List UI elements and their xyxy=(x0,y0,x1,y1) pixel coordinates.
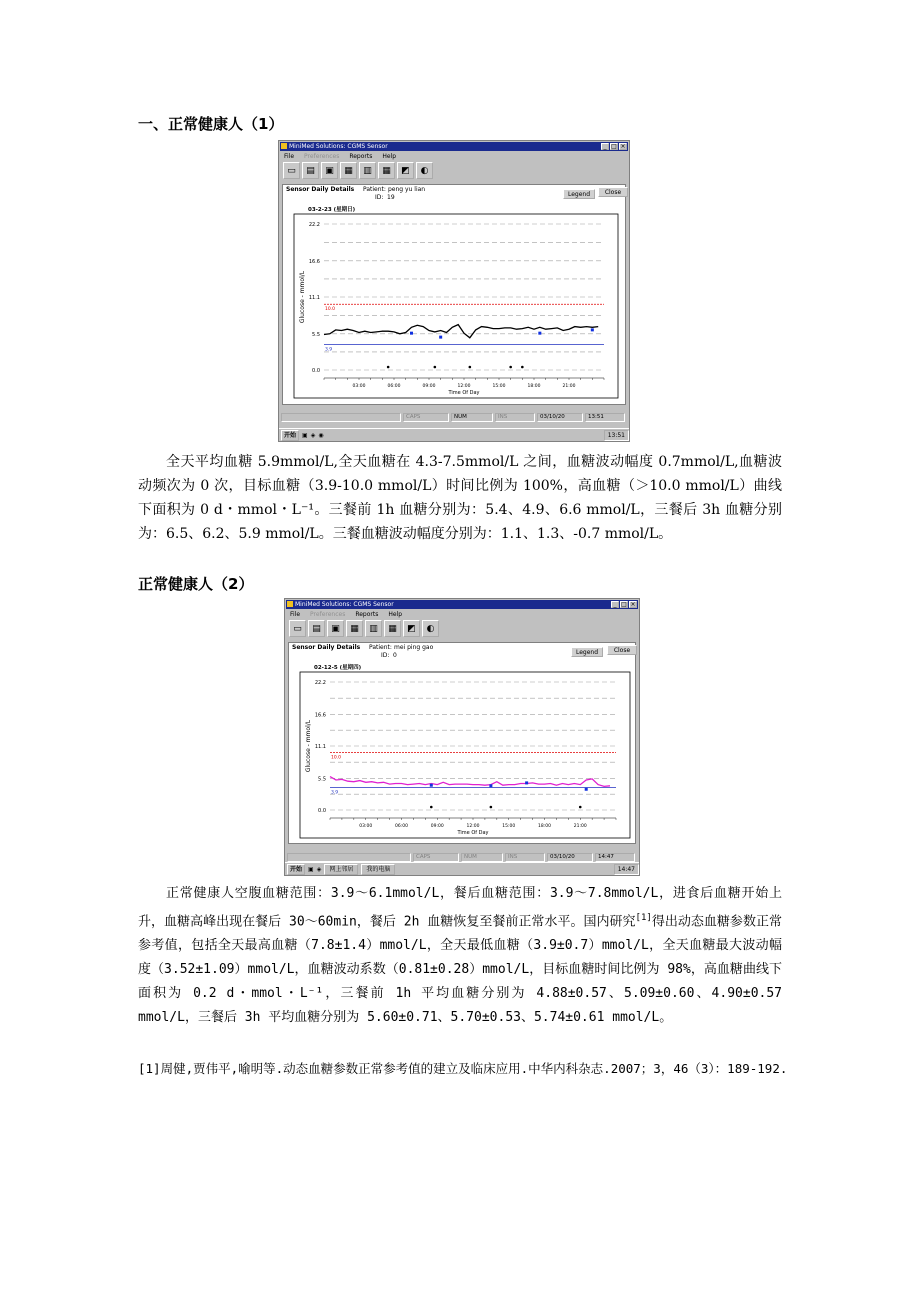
y-tick-label: 16.6 xyxy=(308,258,320,265)
quicklaunch-icon[interactable]: ◉ xyxy=(318,431,324,439)
print-icon[interactable]: ▦ xyxy=(340,162,357,179)
meter-reading-marker xyxy=(585,788,588,791)
reference-footnote: [1]周健,贾伟平,喻明等.动态血糖参数正常参考值的建立及临床应用.中华内科杂志.2007；3，46（3）：189-192. xyxy=(138,1061,788,1076)
y-tick-label: 11.1 xyxy=(314,744,326,750)
sensor-daily-panel xyxy=(282,184,626,405)
taskbar-clock: 13:51 xyxy=(604,430,629,441)
toolbar xyxy=(281,162,433,182)
sensor-icon[interactable]: ◐ xyxy=(416,162,433,179)
close-window-button[interactable]: × xyxy=(620,143,626,150)
quicklaunch-icon[interactable]: ◈ xyxy=(310,431,316,439)
minimize-button[interactable]: _ xyxy=(601,143,609,150)
legend-button[interactable]: Legend xyxy=(571,647,603,657)
low-threshold-label: 3.9 xyxy=(325,347,333,353)
x-tick-label: 12:00 xyxy=(457,384,471,389)
status-bar xyxy=(281,413,627,422)
window-titlebar xyxy=(280,142,628,151)
start-button[interactable]: 开始 xyxy=(281,430,299,441)
cgms-window-2 xyxy=(284,598,640,876)
menu-file[interactable]: File xyxy=(290,611,301,618)
x-tick-label: 15:00 xyxy=(492,384,506,389)
patient-label: Patient: xyxy=(363,186,386,193)
panel-title: Sensor Daily Details xyxy=(286,186,355,193)
x-tick-label: 03:00 xyxy=(359,824,373,829)
start-button[interactable]: 开始 xyxy=(287,864,305,875)
y-axis-label: Glucose - mmol/L xyxy=(299,270,306,324)
citation-marker[interactable]: [1] xyxy=(635,913,652,923)
download-icon[interactable]: ▣ xyxy=(321,162,338,179)
chart-date-label: 03-2-23 (星期日) xyxy=(308,207,356,213)
heading-healthy-2: 正常健康人（2） xyxy=(138,575,254,593)
high-threshold-label: 10.0 xyxy=(331,755,342,761)
panel-title: Sensor Daily Details xyxy=(292,644,361,651)
menu-reports[interactable]: Reports xyxy=(355,611,379,618)
patient-label: Patient: xyxy=(369,644,392,651)
chart-date-label: 02-12-5 (星期四) xyxy=(314,665,362,671)
glucose-chart xyxy=(286,202,624,400)
event-marker xyxy=(509,366,512,369)
meter-reading-marker xyxy=(439,336,442,339)
id-label: ID: xyxy=(381,652,390,659)
id-label: ID: xyxy=(375,194,384,201)
x-tick-label: 06:00 xyxy=(395,824,408,829)
close-button[interactable]: Close xyxy=(607,645,637,655)
new-file-icon[interactable]: ▭ xyxy=(289,620,306,637)
toolbar xyxy=(287,620,439,640)
menu-file[interactable]: File xyxy=(284,153,295,160)
id-value: 19 xyxy=(387,194,395,201)
report-icon[interactable]: ▥ xyxy=(359,162,376,179)
x-tick-label: 21:00 xyxy=(562,384,576,389)
menu-bar xyxy=(287,610,402,619)
meter-reading-marker xyxy=(430,784,433,787)
status-num: NUM xyxy=(461,853,503,862)
patient-name: peng yu lian xyxy=(388,186,426,193)
patient-name: mei ping gao xyxy=(394,644,434,651)
report-icon[interactable]: ▥ xyxy=(365,620,382,637)
new-file-icon[interactable]: ▭ xyxy=(283,162,300,179)
maximize-button[interactable]: □ xyxy=(611,143,617,150)
status-field-blank xyxy=(281,413,401,422)
taskbar xyxy=(279,428,629,441)
quicklaunch-icon[interactable]: ▣ xyxy=(302,431,308,439)
y-tick-label: 5.5 xyxy=(318,776,326,783)
menu-help[interactable]: Help xyxy=(388,611,403,618)
app-icon xyxy=(281,143,287,149)
taskbar-item-network[interactable]: 网上邻居 xyxy=(324,864,358,875)
window-title: MiniMed Solutions: CGMS Sensor xyxy=(295,601,394,608)
download-icon[interactable]: ▣ xyxy=(327,620,344,637)
high-threshold-label: 10.0 xyxy=(325,307,336,313)
meter-reading-marker xyxy=(538,332,541,335)
event-marker xyxy=(469,366,472,369)
meter-reading-marker xyxy=(410,332,413,335)
meter-reading-marker xyxy=(591,328,594,331)
y-axis-label: Glucose - mmol/L xyxy=(305,719,312,773)
status-num: NUM xyxy=(451,413,493,422)
status-date: 03/10/20 xyxy=(547,853,593,862)
chart-icon[interactable]: ◩ xyxy=(397,162,414,179)
taskbar-clock: 14:47 xyxy=(614,864,639,875)
event-marker xyxy=(387,366,390,369)
y-tick-label: 16.6 xyxy=(314,712,326,719)
y-tick-label: 0.0 xyxy=(318,808,326,814)
x-tick-label: 18:00 xyxy=(527,384,541,389)
y-tick-label: 22.2 xyxy=(314,680,326,686)
chart-frame xyxy=(294,214,618,398)
paragraph-text: 得出动态血糖参数正常参考值，包括全天最高血糖（7.8±1.4）mmol/L，全天最低血糖（3.9±0.7）mmol/L，全天血糖最大波动幅度（3.52±1.09）mmol/L，血糖波动系数（0.81±0.28）mmol/L，目标血糖时间比例为 98%，高血糖曲线下面积为 0.2 d・mmol・L⁻¹，三餐前 1h 平均血糖分别为 4.88±0.57、5.09±0.60、4.90±0.57 mmol/L，三餐后 3h 平均血糖分别为 5.60±0.71、5.70±0.53、5.74±0.61 mmol/L。 xyxy=(138,914,782,1026)
chart-icon[interactable]: ◩ xyxy=(403,620,420,637)
status-ins: INS xyxy=(495,413,535,422)
close-button[interactable]: Close xyxy=(598,187,628,197)
print-icon[interactable]: ▦ xyxy=(346,620,363,637)
event-marker xyxy=(434,366,437,369)
x-axis-label: Time Of Day xyxy=(448,390,480,396)
window-title: MiniMed Solutions: CGMS Sensor xyxy=(289,143,388,150)
event-marker xyxy=(521,366,524,369)
menu-preferences[interactable]: Preferences xyxy=(304,153,340,160)
event-marker xyxy=(430,806,433,809)
x-tick-label: 09:00 xyxy=(422,384,436,389)
status-bar xyxy=(287,853,637,862)
x-tick-label: 03:00 xyxy=(352,384,366,389)
glucose-chart xyxy=(292,660,636,840)
event-marker xyxy=(490,806,493,809)
menu-help[interactable]: Help xyxy=(382,153,397,160)
paragraph-healthy-1: 全天平均血糖 5.9mmol/L,全天血糖在 4.3-7.5mmol/L 之间，血糖波动幅度 0.7mmol/L,血糖波动频次为 0 次，目标血糖（3.9-10.0 mmol/L）时间比例为 100%，高血糖（＞10.0 mmol/L）曲线下面积为 0 d・mmol・L⁻¹。三餐前 1h 血糖分别为：5.4、4.9、6.6 mmol/L，三餐后 3h 血糖分别为：6.5、6.2、5.9 mmol/L。三餐血糖波动幅度分别为：1.1、1.3、-0.7 mmol/L。 xyxy=(138,454,782,542)
status-caps: CAPS xyxy=(403,413,449,422)
quicklaunch-icon[interactable]: ▣ xyxy=(308,865,314,873)
x-axis-label: Time Of Day xyxy=(457,830,489,836)
sensor-icon[interactable]: ◐ xyxy=(422,620,439,637)
taskbar xyxy=(285,862,639,875)
status-caps: CAPS xyxy=(413,853,459,862)
y-tick-label: 0.0 xyxy=(312,368,320,374)
legend-button[interactable]: Legend xyxy=(563,189,595,199)
id-value: 0 xyxy=(393,652,397,659)
close-window-button[interactable]: × xyxy=(630,601,636,608)
paragraph-healthy-2 xyxy=(138,882,782,1030)
window-titlebar xyxy=(286,600,638,609)
status-time: 13:51 xyxy=(585,413,625,422)
y-tick-label: 5.5 xyxy=(312,331,320,338)
y-tick-label: 22.2 xyxy=(308,222,320,228)
low-threshold-label: 3.9 xyxy=(331,790,339,796)
app-icon xyxy=(287,601,293,607)
menu-bar xyxy=(281,152,396,161)
open-folder-icon[interactable]: ▤ xyxy=(302,162,319,179)
maximize-button[interactable]: □ xyxy=(621,601,627,608)
x-tick-label: 18:00 xyxy=(538,824,551,829)
taskbar-item-computer[interactable]: 我的电脑 xyxy=(361,864,395,875)
status-field-blank xyxy=(287,853,411,862)
cgms-window-1 xyxy=(278,140,630,442)
menu-preferences[interactable]: Preferences xyxy=(310,611,346,618)
x-tick-label: 15:00 xyxy=(502,824,516,829)
y-tick-label: 11.1 xyxy=(308,295,320,301)
event-marker xyxy=(579,806,582,809)
status-time: 14:47 xyxy=(595,853,635,862)
paragraph-text: 正常健康人空腹血糖范围：3.9～6.1mmol/L，餐后血糖范围：3.9～7.8mmol/L，进食后血糖开始上升，血糖高峰出现在餐后 30～60min，餐后 2h 血糖恢复至餐前正常水平。国内研究 xyxy=(138,886,782,930)
x-tick-label: 12:00 xyxy=(466,824,480,829)
meter-reading-marker xyxy=(525,781,528,784)
x-tick-label: 21:00 xyxy=(573,824,587,829)
menu-reports[interactable]: Reports xyxy=(349,153,373,160)
quicklaunch-icon[interactable]: ◈ xyxy=(316,865,322,873)
meter-reading-marker xyxy=(489,784,492,787)
chart-frame xyxy=(300,672,630,838)
status-ins: INS xyxy=(505,853,545,862)
open-folder-icon[interactable]: ▤ xyxy=(308,620,325,637)
status-date: 03/10/20 xyxy=(537,413,583,422)
x-tick-label: 09:00 xyxy=(430,824,444,829)
minimize-button[interactable]: _ xyxy=(611,601,619,608)
heading-healthy-1: 一、正常健康人（1） xyxy=(138,115,284,133)
x-tick-label: 06:00 xyxy=(387,384,401,389)
grid-icon[interactable]: ▦ xyxy=(378,162,395,179)
grid-icon[interactable]: ▦ xyxy=(384,620,401,637)
sensor-daily-panel xyxy=(288,642,636,844)
